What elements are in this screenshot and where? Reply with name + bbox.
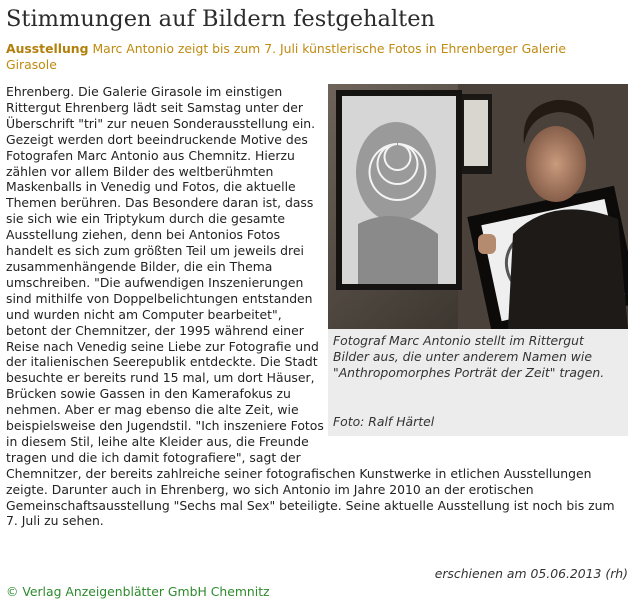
photo-caption: Fotograf Marc Antonio stellt im Rittergut Bilder aus, die unter anderem Namen wie "Anthropomorphes Porträt der Zeit" tragen. bbox=[333, 333, 605, 380]
photo-credit: Foto: Ralf Härtel bbox=[333, 414, 435, 429]
article-teaser-text: Marc Antonio zeigt bis zum 7. Juli künstlerische Fotos in Ehrenberger Galerie Girasole bbox=[6, 41, 567, 72]
photographer-with-portraits-image bbox=[328, 84, 628, 329]
article-teaser bbox=[6, 41, 616, 72]
article-body-text: Ehrenberg. Die Galerie Girasole im einstigen Rittergut Ehrenberg lädt seit Samstag unter der Überschrift "tri" zur neuen Sonderausstellung ein. Gezeigt werden dort beeindruckende Motive des Fotografen Marc Antonio aus Chemnitz. Hierzu zählen vor allem Bilder des weltberühmten Maskenballs in Venedig und Fotos, die aktuelle Themen berühren. Das Besondere daran ist, dass sie sich wie ein Triptykum durch die gesamte Ausstellung ziehen, denn bei Antonios Fotos handelt es sich zum größten Teil um jeweils drei zusammenhängende Bilder, die ein Thema umschreiben. "Die aufwendigen Inszenierungen sind mithilfe von Doppelbelichtungen entstanden und wurden nicht am Computer bearbeitet", betont der Chemnitzer, der 1995 während einer Reise nach Venedig seine Liebe zur Fotografie und der italienischen Seerepublik entdeckte. Die Stadt besuchte er bereits rund 15 mal, um dort Häuser, Brücken sowie Gassen in den Kamerafokus zu nehmen. Aber er mag ebenso die alte Zeit, wie beispielsweise den Jugendstil. "Ich inszeniere Fotos in diesem Stil, leihe alte Kleider aus, die Freunde tragen und die ich damit fotografiere", sagt der Chemnitzer, der bereits zahlreiche seiner fotografischen Kunstwerke in etlichen Ausstellungen zeigte. Darunter auch in Ehrenberg, wo sich Antonio im Jahre 2010 an der erotischen Gemeinschaftsausstellung "Sechs mal Sex" beteiligte. Seine aktuelle Ausstellung ist noch bis zum 7. Juli zu sehen. bbox=[6, 84, 615, 529]
article-headline: Stimmungen auf Bildern festgehalten bbox=[6, 6, 435, 32]
published-date: erschienen am 05.06.2013 (rh) bbox=[434, 566, 628, 581]
copyright-notice: © Verlag Anzeigenblätter GmbH Chemnitz bbox=[6, 584, 270, 599]
article-photo[interactable] bbox=[328, 84, 628, 329]
article-figure bbox=[328, 84, 628, 436]
article-kicker: Ausstellung bbox=[6, 41, 89, 56]
